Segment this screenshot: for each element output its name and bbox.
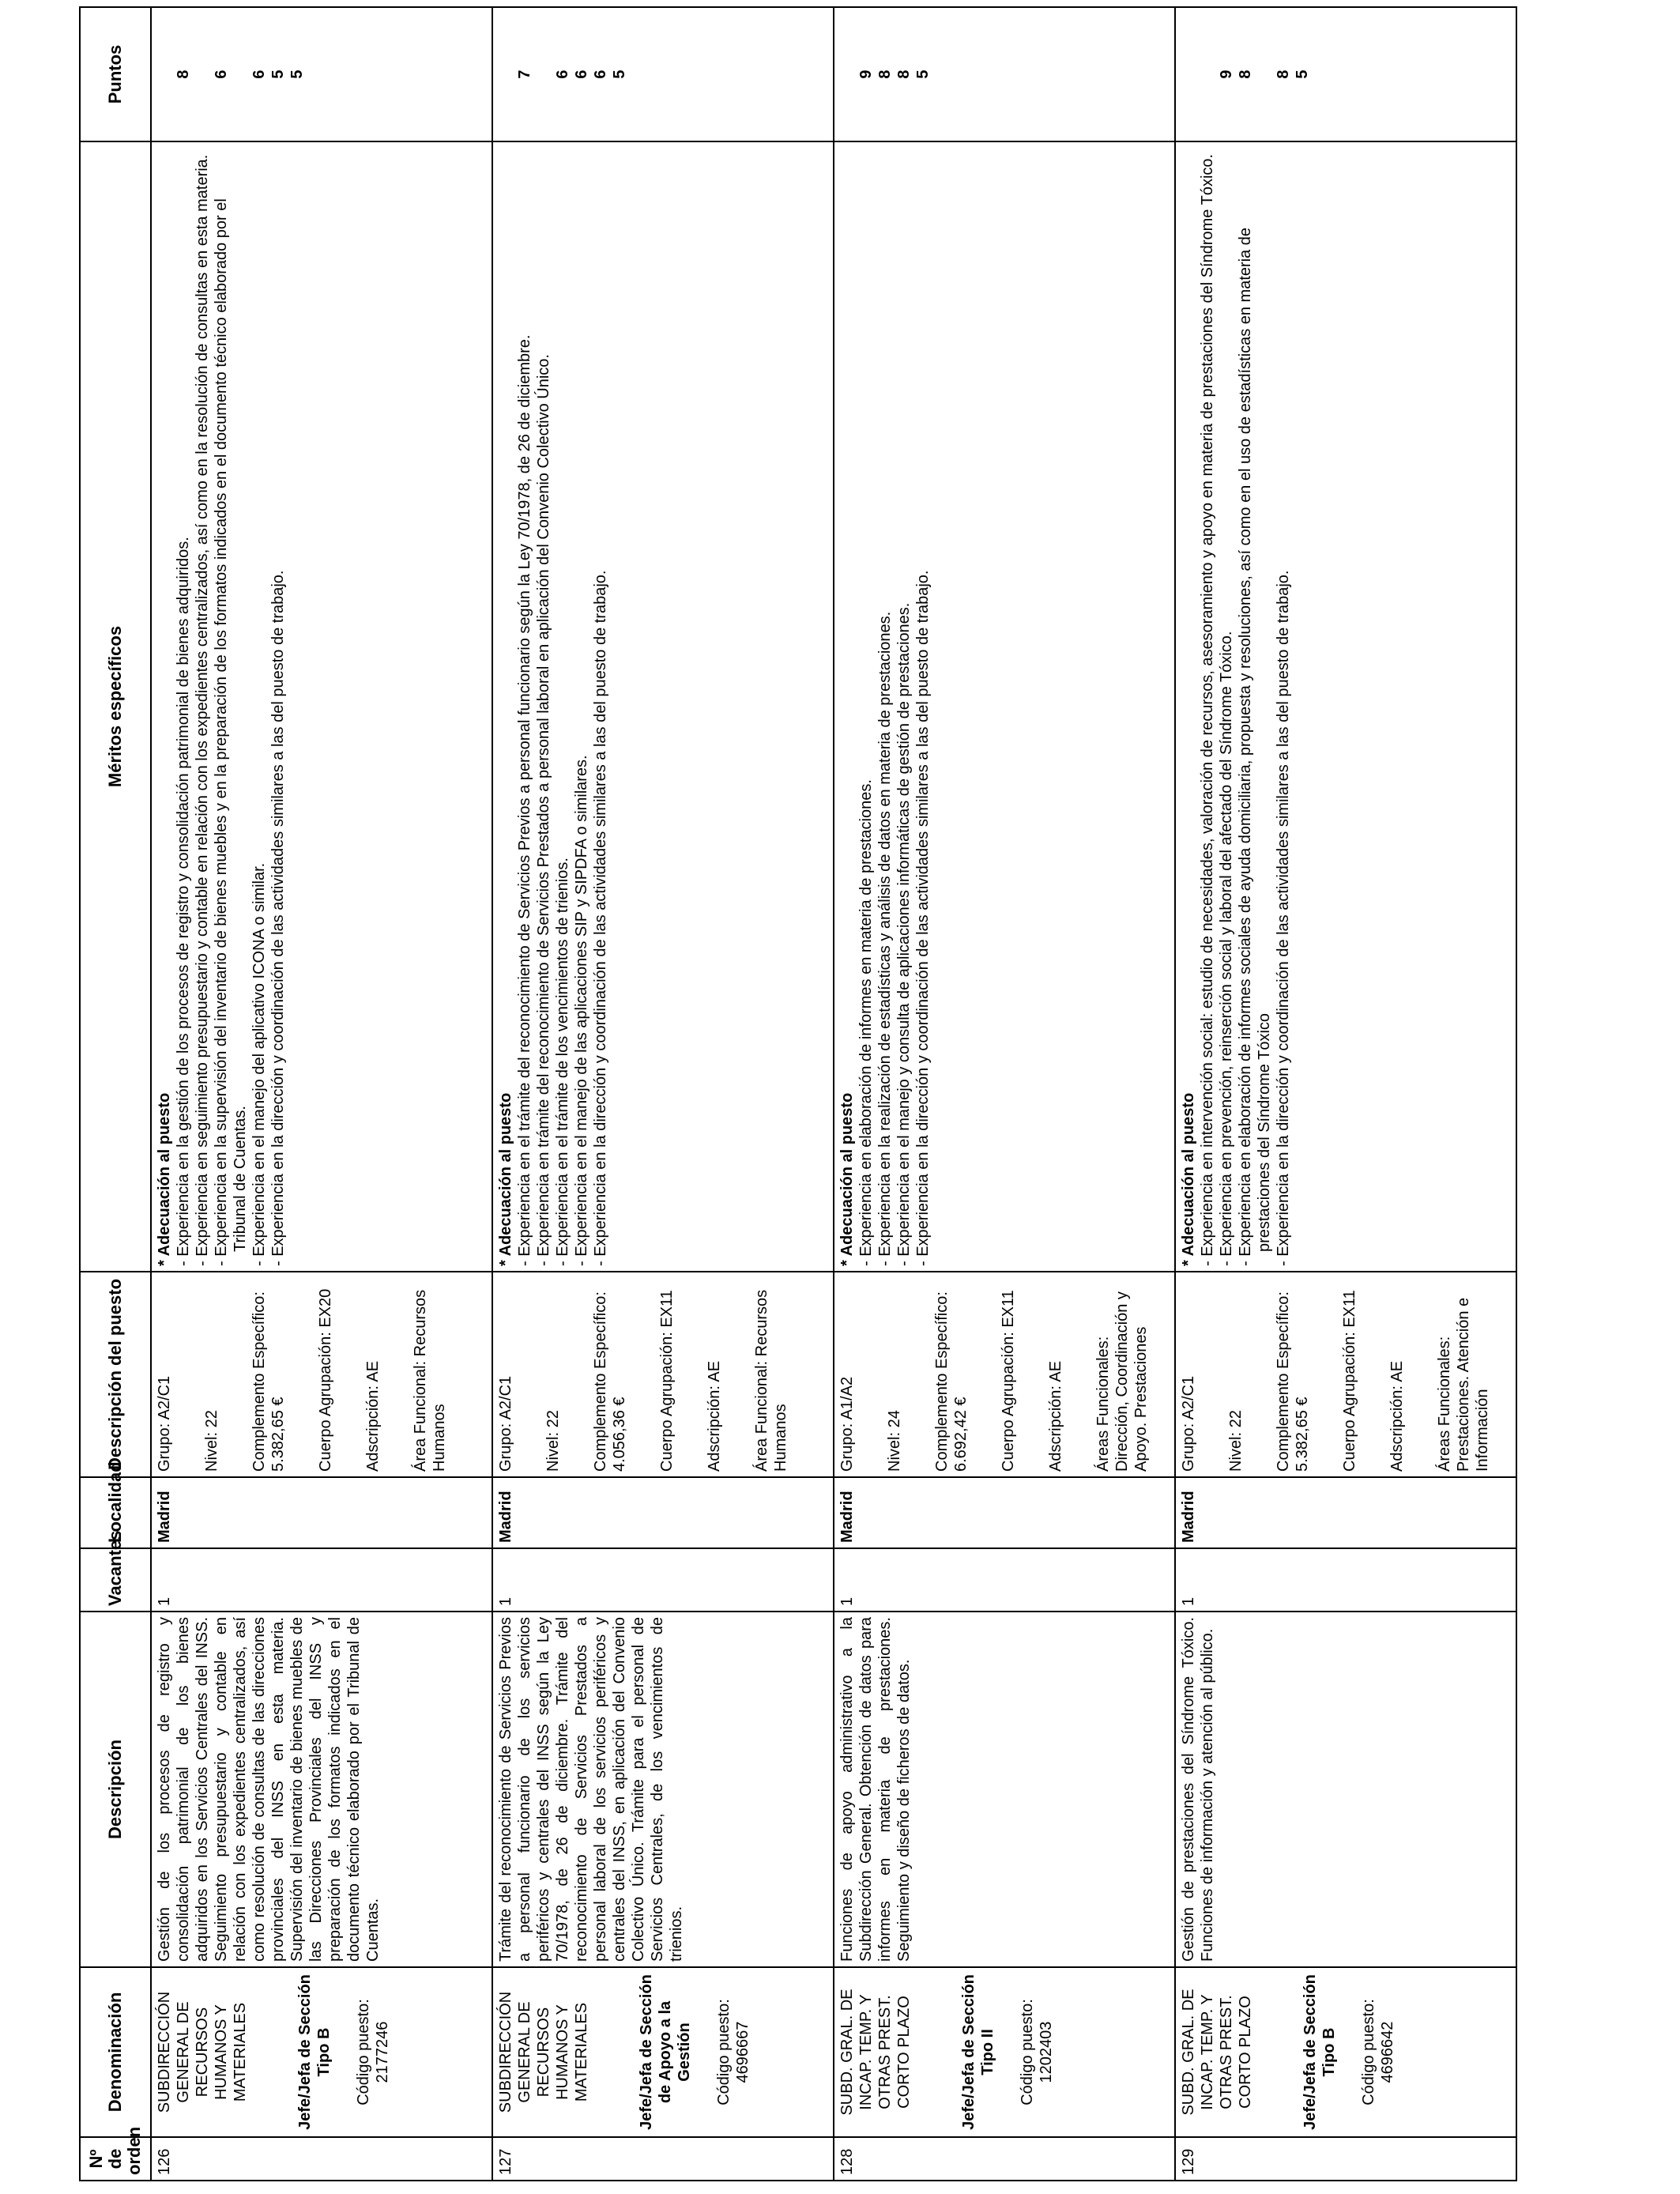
cuerpo: Cuerpo Agrupación: EX11 bbox=[1000, 1290, 1017, 1472]
cell-descripcion-puesto bbox=[1175, 1272, 1516, 1477]
cell-puntos bbox=[1175, 7, 1516, 141]
header-meritos: Méritos específicos bbox=[80, 141, 151, 1272]
adscripcion: Adscripción: AE bbox=[364, 1360, 382, 1472]
cell-meritos bbox=[1175, 141, 1516, 1272]
cell-orden: 129 bbox=[1175, 2137, 1516, 2181]
cell-denominacion bbox=[492, 1967, 834, 2137]
puntos-value: 5 bbox=[914, 70, 932, 79]
merito-item: - Experiencia en el manejo y consulta de aplicaciones informáticas de gestión de prestaciones. bbox=[895, 602, 913, 1266]
cell-orden: 128 bbox=[834, 2137, 1175, 2181]
position-title: Jefe/Jefa de Sección de Apoyo a la Gestión bbox=[638, 1974, 693, 2130]
puntos-value: 9 bbox=[1218, 70, 1235, 79]
cell-vacantes: 1 bbox=[1175, 1548, 1516, 1612]
cell-puntos bbox=[151, 7, 492, 141]
puntos-value: 7 bbox=[516, 70, 533, 79]
merito-item: - Experiencia en prevención, reinserción social y laboral del afectado del Síndrome Tóxico. bbox=[1218, 631, 1235, 1266]
merito-item: - Experiencia en elaboración de informes sociales de ayuda domiciliaria, propuesta y resoluciones, así como en el uso de estadísticas en materia de prestaciones del Síndrome Tóxico bbox=[1237, 227, 1273, 1266]
cell-orden: 127 bbox=[492, 2137, 834, 2181]
area: Área Funcional: Recursos Humanos bbox=[412, 1289, 448, 1472]
position-title: Jefe/Jefa de Sección Tipo B bbox=[1301, 1974, 1338, 2130]
department-name: SUBDIRECCIÓN GENERAL DE RECURSOS HUMANOS Y MATERIALES bbox=[497, 1991, 590, 2113]
cell-descripcion: Gestión de los procesos de registro y consolidación patrimonial de los bienes adquiridos en los Servicios Centrales del INSS. Seguimiento presupuestario y contable en relación con los expedientes centralizados, así como resolución de consultas de las direcciones provinciales del INSS en esta materia. Supervisión del inventario de bienes muebles de las Direcciones Provinciales del INSS y preparación de los formatos indicados en el documento técnico elaborado por el Tribunal de Cuentas. bbox=[151, 1612, 492, 1967]
header-orden: Nº de orden bbox=[80, 2137, 151, 2181]
area: Áreas Funcionales: Dirección, Coordinación y Apoyo. Prestaciones bbox=[1094, 1291, 1150, 1472]
cell-descripcion-puesto bbox=[151, 1272, 492, 1477]
puntos-value: 6 bbox=[250, 70, 268, 79]
puntos-value: 8 bbox=[1275, 70, 1292, 79]
merito-item: - Experiencia en el manejo de las aplicaciones SIP y SIPDFA o similares. bbox=[573, 755, 590, 1266]
merito-item: - Experiencia en la dirección y coordinación de las actividades similares a las del puesto de trabajo. bbox=[1275, 570, 1292, 1266]
nivel: Nivel: 22 bbox=[1227, 1410, 1245, 1472]
complemento: Complemento Específico: 5.382,65 € bbox=[250, 1291, 287, 1472]
department-name: SUBDIRECCIÓN GENERAL DE RECURSOS HUMANOS Y MATERIALES bbox=[156, 1991, 249, 2113]
header-vacantes: Vacantes bbox=[80, 1548, 151, 1612]
position-title: Jefe/Jefa de Sección Tipo II bbox=[960, 1974, 996, 2130]
adscripcion: Adscripción: AE bbox=[1388, 1360, 1406, 1472]
cell-denominacion bbox=[151, 1967, 492, 2137]
cell-vacantes: 1 bbox=[492, 1548, 834, 1612]
area: Área Funcional: Recursos Humanos bbox=[753, 1289, 789, 1472]
table-row bbox=[1175, 7, 1516, 2181]
merito-item: - Experiencia en la supervisión del inventario de bienes muebles y en la preparación de los formatos indicados en el documento técnico elaborado por el Tribunal de Cuentas. bbox=[213, 198, 249, 1266]
adscripcion: Adscripción: AE bbox=[706, 1360, 723, 1472]
position-code: Código puesto: 1202403 bbox=[1019, 1999, 1055, 2105]
puntos-value: 6 bbox=[573, 70, 590, 79]
header-descripcion: Descripción bbox=[80, 1612, 151, 1967]
cell-descripcion: Funciones de apoyo administrativo a la Subdirección General. Obtención de datos para informes en materia de prestaciones. Seguimiento y diseño de ficheros de datos. bbox=[834, 1612, 1175, 1967]
puntos-value: 6 bbox=[592, 70, 609, 79]
cell-localidad: Madrid bbox=[834, 1477, 1175, 1548]
nivel: Nivel: 22 bbox=[544, 1410, 562, 1472]
table-row bbox=[492, 7, 834, 2181]
grupo: Grupo: A1/A2 bbox=[838, 1376, 856, 1472]
cuerpo: Cuerpo Agrupación: EX11 bbox=[1341, 1290, 1358, 1472]
merito-item: - Experiencia en la realización de estadísticas y análisis de datos en materia de prestaciones. bbox=[876, 611, 894, 1266]
complemento: Complemento Específico: 5.382,65 € bbox=[1275, 1291, 1311, 1472]
position-code: Código puesto: 4696642 bbox=[1360, 1999, 1396, 2105]
puntos-value: 6 bbox=[213, 70, 230, 79]
cell-localidad: Madrid bbox=[1175, 1477, 1516, 1548]
meritos-title: * Adecuación al puesto bbox=[497, 1092, 514, 1266]
cell-meritos bbox=[834, 141, 1175, 1272]
position-code: Código puesto: 4696667 bbox=[715, 1999, 751, 2105]
department-name: SUBD. GRAL. DE INCAP. TEMP. Y OTRAS PREST. CORTO PLAZO bbox=[1180, 1989, 1254, 2116]
merito-item: - Experiencia en la dirección y coordinación de las actividades similares a las del puesto de trabajo. bbox=[592, 570, 609, 1266]
puntos-value: 5 bbox=[611, 70, 628, 79]
merito-item: - Experiencia en seguimiento presupuestario y contable en relación con los expedientes centralizados, así como en la resolución de consultas en esta materia. bbox=[194, 154, 211, 1266]
cuerpo: Cuerpo Agrupación: EX20 bbox=[317, 1288, 334, 1472]
meritos-title: * Adecuación al puesto bbox=[1180, 1092, 1197, 1266]
merito-item: - Experiencia en elaboración de informes en materia de prestaciones. bbox=[857, 779, 875, 1266]
puntos-value: 5 bbox=[288, 70, 306, 79]
puntos-value: 5 bbox=[1294, 70, 1311, 79]
grupo: Grupo: A2/C1 bbox=[497, 1375, 514, 1472]
header-puntos: Puntos bbox=[80, 7, 151, 141]
rotated-page bbox=[79, 8, 1501, 2181]
table-row bbox=[834, 7, 1175, 2181]
cell-descripcion: Gestión de prestaciones del Síndrome Tóxico. Funciones de información y atención al público. bbox=[1175, 1612, 1516, 1967]
merito-item: - Experiencia en la dirección y coordinación de las actividades similares a las del puesto de trabajo. bbox=[269, 570, 287, 1266]
nivel: Nivel: 22 bbox=[203, 1410, 220, 1472]
meritos-title: * Adecuación al puesto bbox=[838, 1092, 856, 1266]
merito-item: - Experiencia en la gestión de los procesos de registro y consolidación patrimonial de bienes adquiridos. bbox=[175, 537, 192, 1266]
cell-descripcion-puesto bbox=[834, 1272, 1175, 1477]
cell-vacantes: 1 bbox=[834, 1548, 1175, 1612]
merito-item: - Experiencia en el trámite del reconocimiento de Servicios Previos a personal funcionario según la Ley 70/1978, de 26 de diciembre. bbox=[516, 334, 533, 1266]
cell-denominacion bbox=[1175, 1967, 1516, 2137]
merito-item: - Experiencia en trámite del reconocimiento de Servicios Prestados a personal laboral en aplicación del Convenio Colectivo Único. bbox=[535, 354, 552, 1266]
meritos-title: * Adecuación al puesto bbox=[156, 1092, 173, 1266]
adscripcion: Adscripción: AE bbox=[1047, 1360, 1064, 1472]
cell-descripcion-puesto bbox=[492, 1272, 834, 1477]
area: Áreas Funcionales: Prestaciones. Atención e Información bbox=[1436, 1297, 1491, 1472]
cell-descripcion: Trámite del reconocimiento de Servicios Previos a personal funcionario de los servicios periféricos y centrales del INSS según la Ley 70/1978, de 26 de diciembre. Trámite del reconocimiento de Servicios Prestados a personal laboral de los servicios periféricos y centrales del INSS, en aplicación del Convenio Colectivo Único. Trámite para el personal de Servicios Centrales, de los vencimientos de trienios. bbox=[492, 1612, 834, 1967]
puntos-value: 8 bbox=[876, 70, 894, 79]
grupo: Grupo: A2/C1 bbox=[1180, 1375, 1197, 1472]
cell-localidad: Madrid bbox=[492, 1477, 834, 1548]
department-name: SUBD. GRAL. DE INCAP. TEMP. Y OTRAS PREST. CORTO PLAZO bbox=[838, 1989, 913, 2116]
cell-puntos bbox=[834, 7, 1175, 141]
position-title: Jefe/Jefa de Sección Tipo B bbox=[296, 1974, 333, 2130]
table-row bbox=[151, 7, 492, 2181]
header-descripcion-puesto: Descripción del puesto bbox=[80, 1272, 151, 1477]
position-code: Código puesto: 2177246 bbox=[355, 1999, 391, 2105]
merito-item: - Experiencia en la dirección y coordinación de las actividades similares a las del puesto de trabajo. bbox=[914, 570, 932, 1266]
puntos-value: 8 bbox=[1237, 70, 1254, 79]
cuerpo: Cuerpo Agrupación: EX11 bbox=[658, 1290, 676, 1472]
cell-puntos bbox=[492, 7, 834, 141]
puntos-value: 6 bbox=[554, 70, 571, 79]
complemento: Complemento Específico: 4.056,36 € bbox=[592, 1291, 628, 1472]
header-localidad: Localidad bbox=[80, 1477, 151, 1548]
puntos-value: 8 bbox=[175, 70, 192, 79]
vacancies-table bbox=[79, 6, 1517, 2181]
cell-vacantes: 1 bbox=[151, 1548, 492, 1612]
merito-item: - Experiencia en el trámite de los vencimientos de trienios. bbox=[554, 858, 571, 1266]
grupo: Grupo: A2/C1 bbox=[156, 1375, 173, 1472]
cell-localidad: Madrid bbox=[151, 1477, 492, 1548]
nivel: Nivel: 24 bbox=[886, 1410, 903, 1472]
cell-meritos bbox=[151, 141, 492, 1272]
puntos-value: 5 bbox=[269, 70, 287, 79]
puntos-value: 9 bbox=[857, 70, 875, 79]
cell-denominacion bbox=[834, 1967, 1175, 2137]
complemento: Complemento Específico: 6.692,42 € bbox=[933, 1291, 970, 1472]
cell-orden: 126 bbox=[151, 2137, 492, 2181]
header-row bbox=[80, 7, 151, 2181]
merito-item: - Experiencia en intervención social: estudio de necesidades, valoración de recursos, asesoramiento y apoyo en materia de prestaciones del Síndrome Tóxico. bbox=[1199, 153, 1216, 1266]
cell-meritos bbox=[492, 141, 834, 1272]
merito-item: - Experiencia en el manejo del aplicativo ICONA o similar. bbox=[250, 862, 268, 1266]
puntos-value: 8 bbox=[895, 70, 913, 79]
header-denominacion: Denominación bbox=[80, 1967, 151, 2137]
